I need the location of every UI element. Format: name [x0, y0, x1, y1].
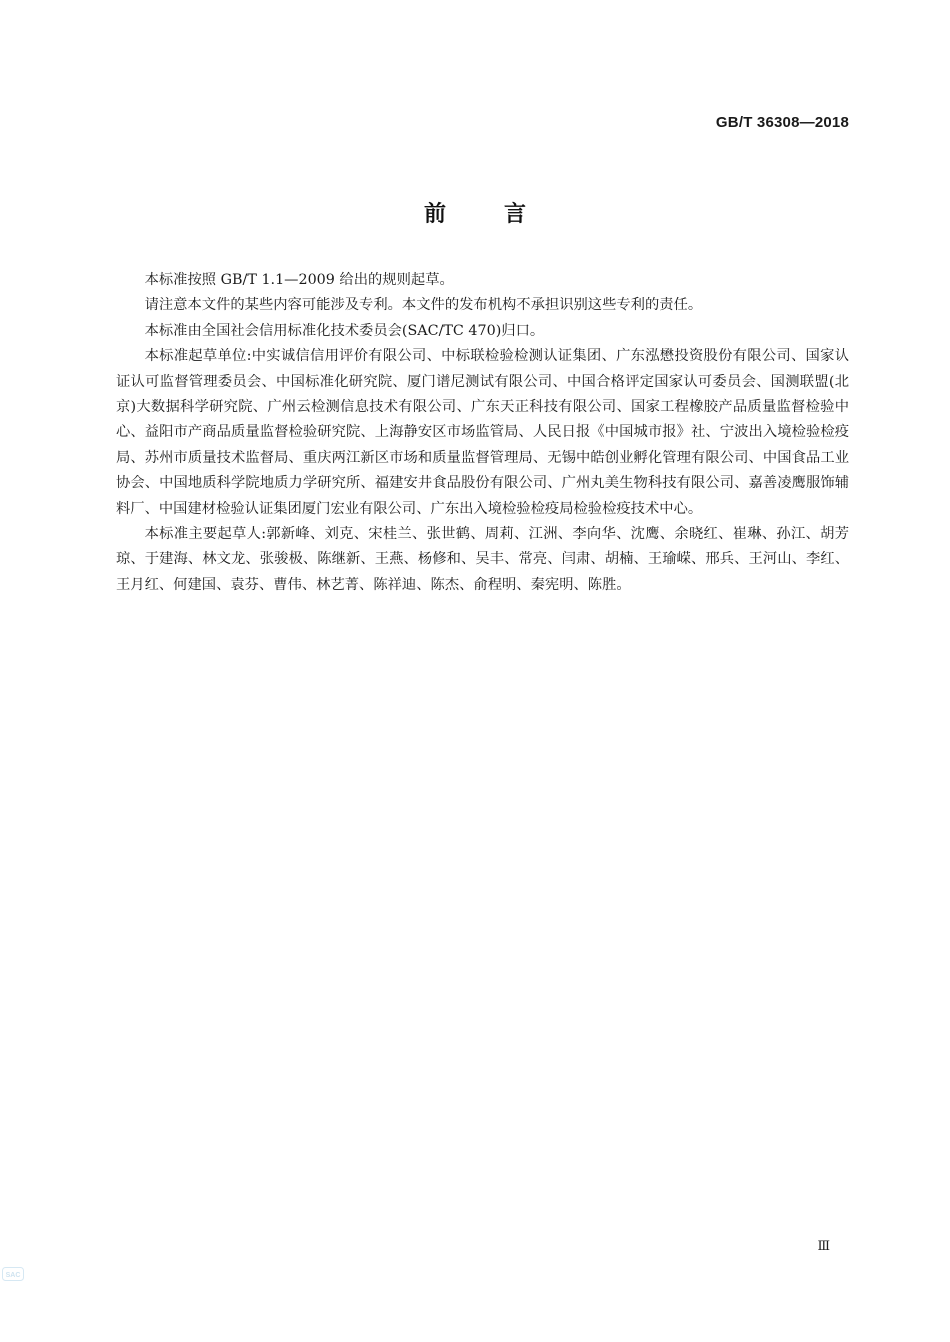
- standard-number: GB/T 36308—2018: [715, 114, 849, 131]
- paragraph-drafters: 本标准主要起草人:郭新峰、刘克、宋桂兰、张世鹤、周莉、江洲、李向华、沈鹰、余晓红、崔琳、孙江、胡芳琼、于建海、林文龙、张骏极、陈继新、王燕、杨修和、吴丰、常亮、闫肃、胡楠、王瑜嵘、邢兵、王河山、李红、王月红、何建国、袁芬、曹伟、林艺菁、陈祥迪、陈杰、俞程明、秦宪明、陈胜。: [116, 526, 849, 593]
- page-title: [0, 197, 950, 228]
- paragraph-patent-notice: 请注意本文件的某些内容可能涉及专利。本文件的发布机构不承担识别这些专利的责任。: [144, 297, 703, 314]
- title-char-2: 言: [504, 202, 527, 227]
- sac-watermark-logo-icon: [2, 1267, 24, 1281]
- paragraph-drafting-rules: 本标准按照 GB/T 1.1—2009 给出的规则起草。: [144, 272, 454, 288]
- foreword-body: [116, 268, 849, 598]
- paragraph-technical-committee: 本标准由全国社会信用标准化技术委员会(SAC/TC 470)归口。: [144, 322, 545, 339]
- paragraph-drafting-units: 本标准起草单位:中实诚信信用评价有限公司、中标联检验检测认证集团、广东泓懋投资股份有限公司、国家认证认可监督管理委员会、中国标准化研究院、厦门谱尼测试有限公司、中国合格评定国家认可委员会、国测联盟(北京)大数据科学研究院、广州云检测信息技术有限公司、广东天正科技有限公司、国家工程橡胶产品质量监督检验中心、益阳市产商品质量监督检验研究院、上海静安区市场监管局、人民日报《中国城市报》社、宁波出入境检验检疫局、苏州市质量技术监督局、重庆两江新区市场和质量监督管理局、无锡中皓创业孵化管理有限公司、中国食品工业协会、中国地质科学院地质力学研究所、福建安井食品股份有限公司、广州丸美生物科技有限公司、嘉善凌鹰服饰辅料厂、中国建材检验认证集团厦门宏业有限公司、广东出入境检验检疫局检验检疫技术中心。: [116, 348, 849, 517]
- title-char-1: 前: [423, 202, 446, 227]
- page-number: Ⅲ: [817, 1238, 830, 1253]
- sac-logo-text: SAC: [5, 1272, 21, 1279]
